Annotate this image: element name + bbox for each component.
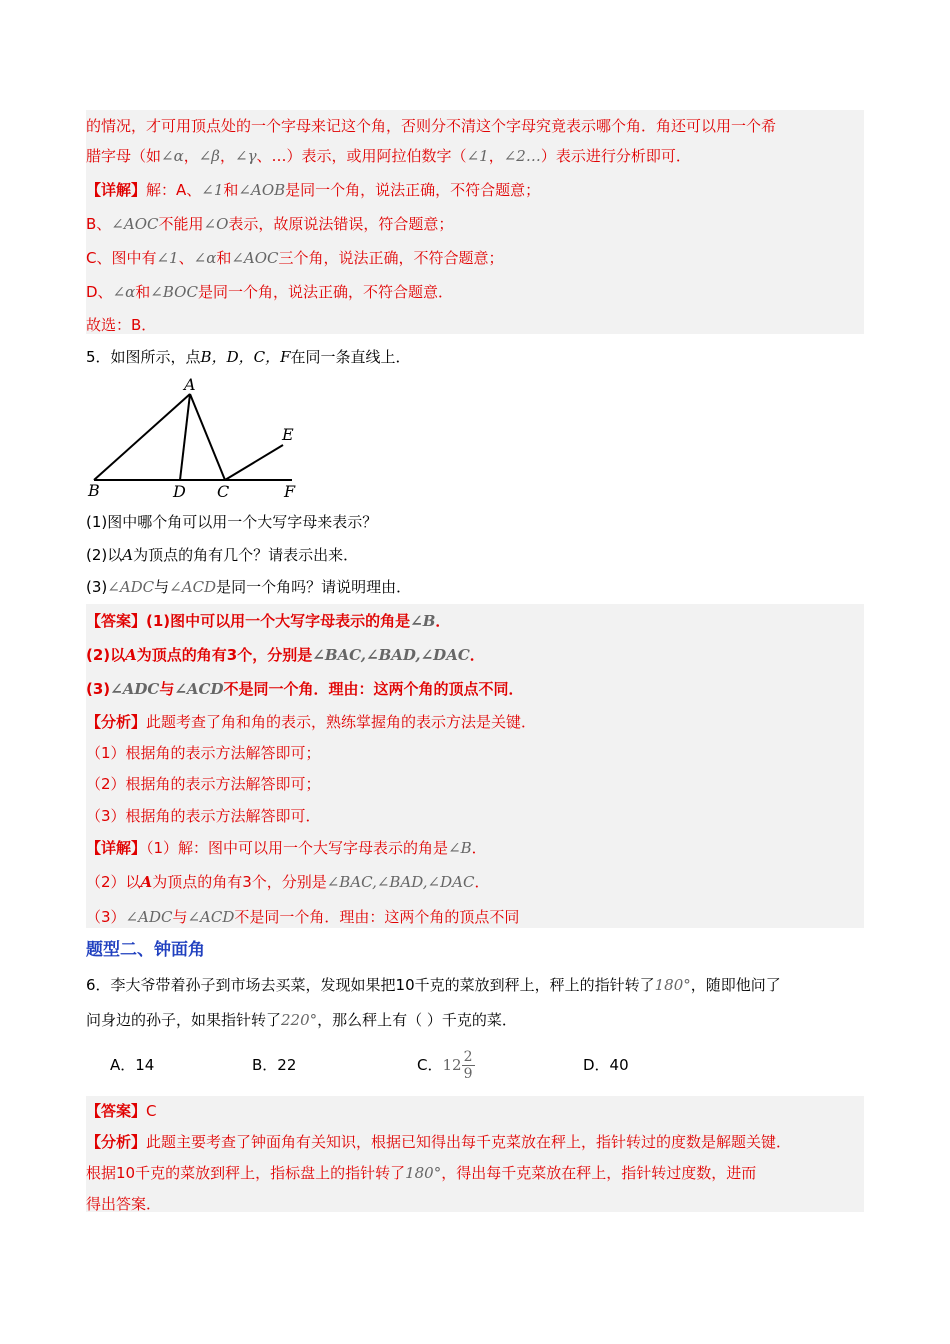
q5-sub-3: (3)∠ADC与∠ACD是同一个角吗？请说明理由．	[86, 578, 412, 596]
q6-option-c: C．12 $\frac{2}{9}$	[417, 1049, 473, 1082]
q5-figure	[80, 372, 310, 502]
detail-tag: 【详解】	[86, 839, 147, 857]
label-D: D	[173, 482, 186, 501]
prev-line-1: 的情况，才可用顶点处的一个字母来记这个角，否则分不清这个字母究竟表示哪个角．角还可以用一个希	[86, 117, 777, 135]
q5-analysis: 【分析】此题考查了角和角的表示，熟练掌握角的表示方法是关键．	[86, 713, 537, 731]
label-A: A	[184, 375, 196, 394]
q5-stem: 5．如图所示，点B，D，C，F在同一条直线上．	[86, 348, 411, 366]
analysis-tag: 【分析】	[86, 1133, 147, 1151]
detail-tag: 【详解】	[86, 181, 147, 199]
q5-detail-3: （3）∠ADC与∠ACD不是同一个角．理由：这两个角的顶点不同	[86, 908, 520, 926]
segment-AB	[94, 394, 190, 480]
q6-analysis-1: 【分析】此题主要考查了钟面角有关知识，根据已知得出每千克菜放在秤上，指针转过的度数是解题关键．	[86, 1133, 792, 1151]
segment-AC	[190, 394, 225, 480]
q5-detail-2: （2）以A为顶点的角有3个，分别是∠BAC,∠BAD,∠DAC．	[86, 873, 490, 891]
q6-option-b: B．22	[252, 1056, 297, 1074]
segment-CE	[225, 445, 283, 480]
analysis-tag: 【分析】	[86, 713, 147, 731]
q5-analysis-1: （1）根据角的表示方法解答即可；	[86, 744, 321, 762]
q5-analysis-3: （3）根据角的表示方法解答即可．	[86, 807, 321, 825]
answer-tag: 【答案】	[86, 1102, 147, 1120]
q5-answer-1: 【答案】(1)图中可以用一个大写字母表示的角是∠B．	[86, 612, 451, 630]
label-C: C	[217, 482, 230, 501]
segment-AD	[180, 394, 190, 480]
prev-line-3: 【详解】解：A、∠1和∠AOB是同一个角，说法正确，不符合题意；	[86, 181, 541, 199]
prev-line-5: C、图中有∠1、∠α和∠AOC三个角，说法正确，不符合题意；	[86, 249, 504, 267]
prev-line-7: 故选：B．	[86, 316, 157, 334]
label-E: E	[282, 425, 294, 444]
q5-sub-1: (1)图中哪个角可以用一个大写字母来表示？	[86, 513, 378, 531]
q6-option-a: A．14	[110, 1056, 155, 1074]
prev-line-6: D、∠α和∠BOC是同一个角，说法正确，不符合题意．	[86, 283, 453, 301]
q5-analysis-2: （2）根据角的表示方法解答即可；	[86, 775, 321, 793]
q6-option-d: D．40	[583, 1056, 629, 1074]
q5-answer-3: (3)∠ADC与∠ACD不是同一个角．理由：这两个角的顶点不同．	[86, 680, 524, 698]
q6-solution-block	[86, 1096, 864, 1212]
label-B: B	[88, 481, 100, 500]
mixed-fraction: $\frac{2}{9}$	[463, 1049, 473, 1082]
section-title: 题型二、钟面角	[86, 940, 205, 960]
q6-stem-2: 问身边的孙子，如果指针转了220°，那么秤上有（ ）千克的菜．	[86, 1011, 517, 1029]
q6-analysis-2: 根据10千克的菜放到秤上，指标盘上的指针转了180°，得出每千克菜放在秤上，指针转过度数，进而	[86, 1164, 757, 1182]
answer-tag: 【答案】	[86, 612, 147, 630]
prev-line-2: 腊字母（如∠α，∠β，∠γ、…）表示，或用阿拉伯数字（∠1，∠2…）表示进行分析即可．	[86, 147, 691, 165]
q5-answer-2: (2)以A为顶点的角有3个，分别是∠BAC,∠BAD,∠DAC．	[86, 646, 485, 664]
q5-sub-2: (2)以A为顶点的角有几个？请表示出来．	[86, 546, 359, 564]
prev-line-4: B、∠AOC不能用∠O表示，故原说法错误，符合题意；	[86, 215, 454, 233]
q6-answer: 【答案】C	[86, 1102, 157, 1120]
q5-detail-1: 【详解】（1）解：图中可以用一个大写字母表示的角是∠B．	[86, 839, 487, 857]
q6-analysis-3: 得出答案．	[86, 1195, 162, 1213]
q6-stem-1: 6．李大爷带着孙子到市场去买菜，发现如果把10千克的菜放到秤上，秤上的指针转了180°，随即他问了	[86, 976, 781, 994]
label-F: F	[284, 482, 296, 501]
